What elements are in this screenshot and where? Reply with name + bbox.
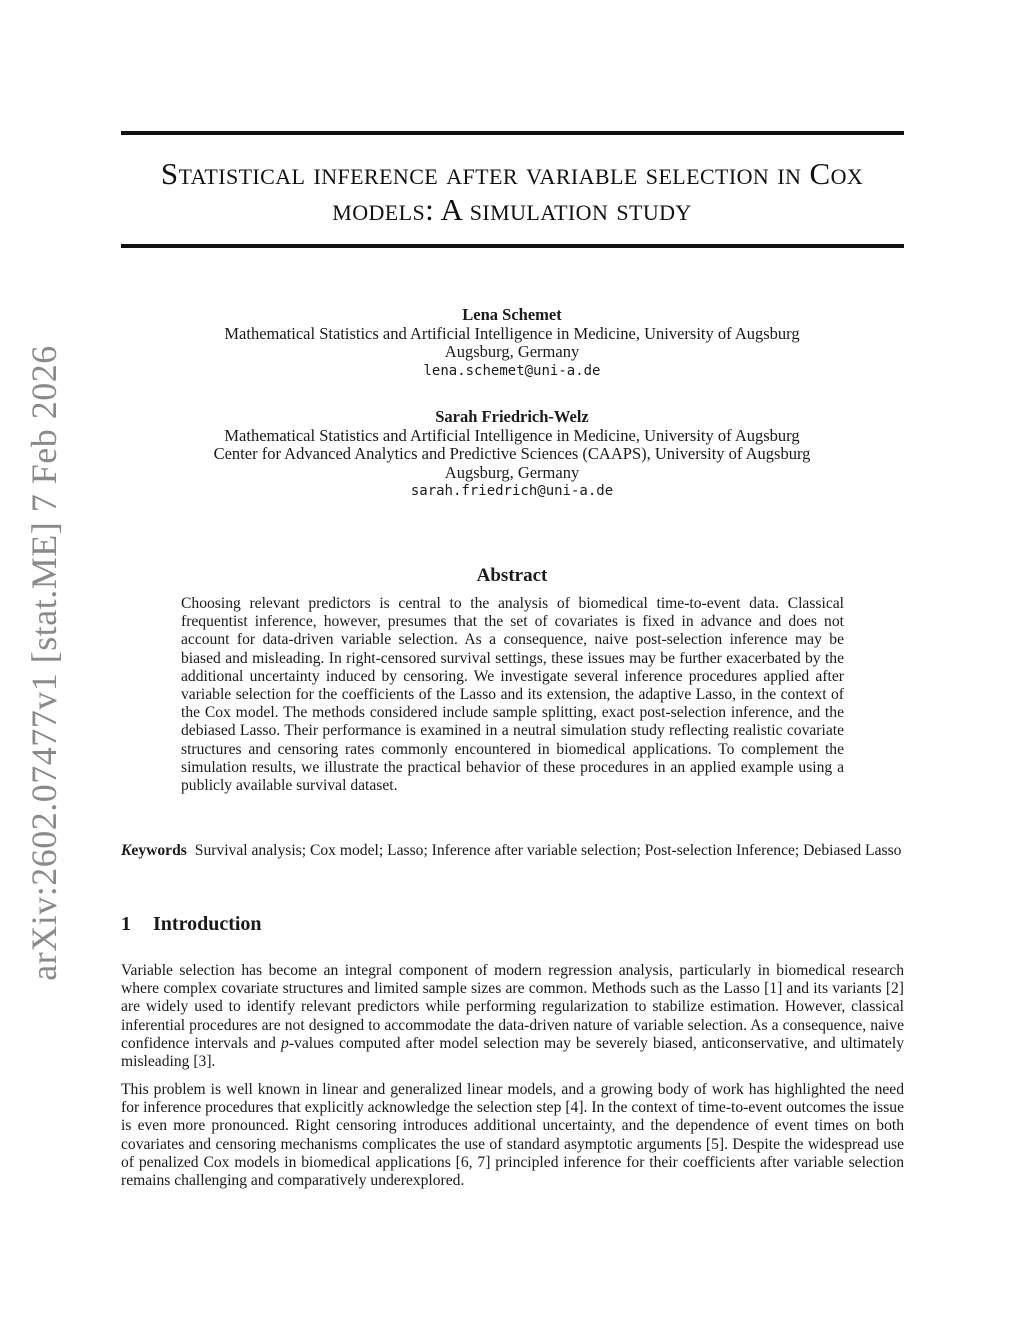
author-name: Lena Schemet — [462, 305, 562, 324]
keywords-label — [121, 842, 187, 859]
author-name: Sarah Friedrich-Welz — [435, 407, 589, 426]
keywords — [121, 842, 904, 860]
body-paragraph-2: This problem is well known in linear and generalized linear models, and a growing body of work has highlighted the need for inference procedures that explicitly acknowledge the selection step [4]. In the context of time-to-event outcomes the issue is even more pronounced. Right censoring introduces additional uncertainty, and the dependence of event times on both covariates and censoring mechanisms complicates the use of standard asymptotic arguments [5]. Despite the widespread use of penalized Cox models in biomedical applications [6, 7] principled inference for their coefficients after variable selection remains challenging and comparatively underexplored. — [121, 1081, 904, 1190]
author-affiliation: Augsburg, Germany — [444, 342, 580, 361]
body-paragraph-1 — [121, 962, 904, 1071]
author-email: lena.schemet@uni-a.de — [423, 362, 601, 379]
paragraph-text: -values computed after model selection may be severely biased, anticonservative, and ultimately misleading [3]. — [121, 1034, 904, 1071]
abstract-heading: Abstract — [476, 565, 548, 586]
keywords-label-rest: eywords — [131, 842, 187, 859]
paper-title-line-2: models: A simulation study — [332, 192, 692, 227]
section-heading-introduction — [121, 913, 262, 936]
section-title: Introduction — [153, 913, 262, 935]
author-affiliation: Center for Advanced Analytics and Predictive Sciences (CAAPS), University of Augsburg — [213, 444, 811, 463]
section-number: 1 — [121, 913, 131, 935]
arxiv-identifier-stamp: arXiv:2602.07477v1 [stat.ME] 7 Feb 2026 — [24, 345, 64, 981]
author-block-1 — [100, 306, 924, 380]
author-affiliation: Mathematical Statistics and Artificial Intelligence in Medicine, University of Augsburg — [224, 425, 800, 445]
author-block-2 — [100, 408, 924, 501]
author-affiliation: Augsburg, Germany — [444, 462, 580, 482]
paragraph-italic-symbol: p — [281, 1034, 289, 1052]
paper-title — [110, 156, 914, 228]
abstract-body: Choosing relevant predictors is central to the analysis of biomedical time-to-event data. Classical frequentist inference, however, presumes that the set of covariates is fixed in advance and does not account for data-driven variable selection. As a consequence, naive post-selection inference may be biased and misleading. In right-censored survival settings, these issues may be further exacerbated by the additional uncertainty induced by censoring. We investigate several inference procedures applied after variable selection for the coefficients of the Lasso and its extension, the adaptive Lasso, in the context of the Cox model. The methods considered include sample splitting, exact post-selection inference, and the debiased Lasso. Their performance is examined in a neutral simulation study reflecting realistic covariate structures and censoring rates commonly encountered in biomedical applications. To complement the simulation results, we illustrate the practical behavior of these procedures in an applied example using a publicly available survival dataset. — [181, 595, 844, 795]
keywords-label-initial: K — [121, 842, 132, 859]
title-bottom-rule — [121, 244, 904, 248]
author-email: sarah.friedrich@uni-a.de — [410, 483, 614, 499]
paper-title-line-1: Statistical inference after variable selection in Cox — [160, 156, 864, 191]
title-top-rule — [121, 131, 904, 135]
paragraph-text: Variable selection has become an integral component of modern regression analysis, particularly in biomedical research where complex covariate structures and limited sample sizes are common. Methods such as the Lasso [1] and its variants [2] are widely used to identify relevant predictors while performing regularization to stabilize estimation. However, classical inferential procedures are not designed to accommodate the data-driven nature of variable selection. As a consequence, naive confidence intervals and — [121, 962, 904, 1052]
keywords-text: Survival analysis; Cox model; Lasso; Inference after variable selection; Post-selection Inference; Debiased Lasso — [194, 842, 902, 859]
author-affiliation: Mathematical Statistics and Artificial Intelligence in Medicine, University of Augsburg — [224, 323, 800, 343]
